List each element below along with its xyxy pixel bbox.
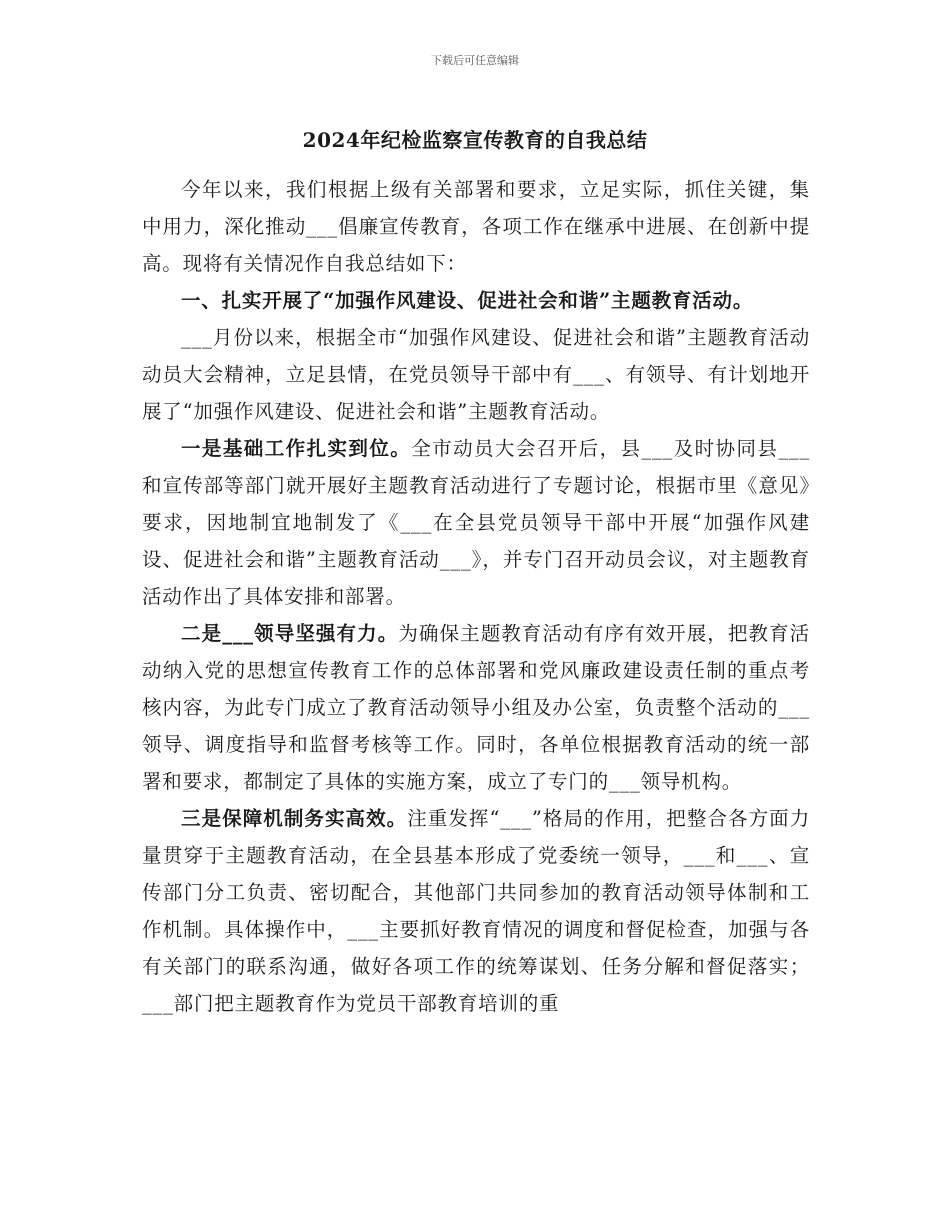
- paragraph-point-2: [142, 615, 810, 800]
- document-title: 2024年纪检监察宣传教育的自我总结: [302, 128, 648, 152]
- paragraph-intro: [142, 171, 810, 282]
- paragraph-text: ___月份以来，根据全市“加强作风建设、促进社会和谐”主题教育活动动员大会精神，立足县情，在党员领导干部中有___、有领导、有计划地开展了“加强作风建设、促进社会和谐”主题教育活动。: [142, 326, 810, 423]
- section-heading: [142, 282, 810, 319]
- paragraph-point-3: [142, 800, 810, 1022]
- paragraph-point-1: [142, 430, 810, 615]
- paragraph-lead: 三是保障机制务实高效。: [181, 807, 408, 830]
- paragraph-text: 为确保主题教育活动有序有效开展，把教育活动纳入党的思想宣传教育工作的总体部署和党风廉政建设责任制的重点考核内容，为此专门成立了教育活动领导小组及办公室，负责整个活动的___领导、调度指导和监督考核等工作。同时，各单位根据教育活动的统一部署和要求，都制定了具体的实施方案，成立了专门的___领导机构。: [142, 622, 810, 793]
- paragraph-text: 注重发挥“___”格局的作用，把整合各方面力量贯穿于主题教育活动，在全县基本形成了党委统一领导，___和___、宣传部门分工负责、密切配合，其他部门共同参加的教育活动领导体制和工作机制。具体操作中，___主要抓好教育情况的调度和督促检查，加强与各有关部门的联系沟通，做好各项工作的统筹谋划、任务分解和督促落实；___部门把主题教育作为党员干部教育培训的重: [142, 807, 810, 1015]
- section-heading-text: 一、扎实开展了“加强作风建设、促进社会和谐”主题教育活动。: [181, 289, 754, 312]
- paragraph-text: 今年以来，我们根据上级有关部署和要求，立足实际，抓住关键，集中用力，深化推动___倡廉宣传教育，各项工作在继承中进展、在创新中提高。现将有关情况作自我总结如下：: [142, 178, 810, 275]
- document-body: [142, 171, 810, 1022]
- paragraph-lead: 一是基础工作扎实到位。: [181, 437, 412, 460]
- paragraph-overview: [142, 319, 810, 430]
- paragraph-text: 全市动员大会召开后，县___及时协同县___和宣传部等部门就开展好主题教育活动进行了专题讨论，根据市里《意见》要求，因地制宜地制发了《___在全县党员领导干部中开展“加强作风建设、促进社会和谐”主题教育活动___》，并专门召开动员会议，对主题教育活动作出了具体安排和部署。: [142, 437, 810, 608]
- header-note: 下载后可任意编辑: [431, 54, 519, 67]
- paragraph-lead: 二是___领导坚强有力。: [181, 622, 399, 645]
